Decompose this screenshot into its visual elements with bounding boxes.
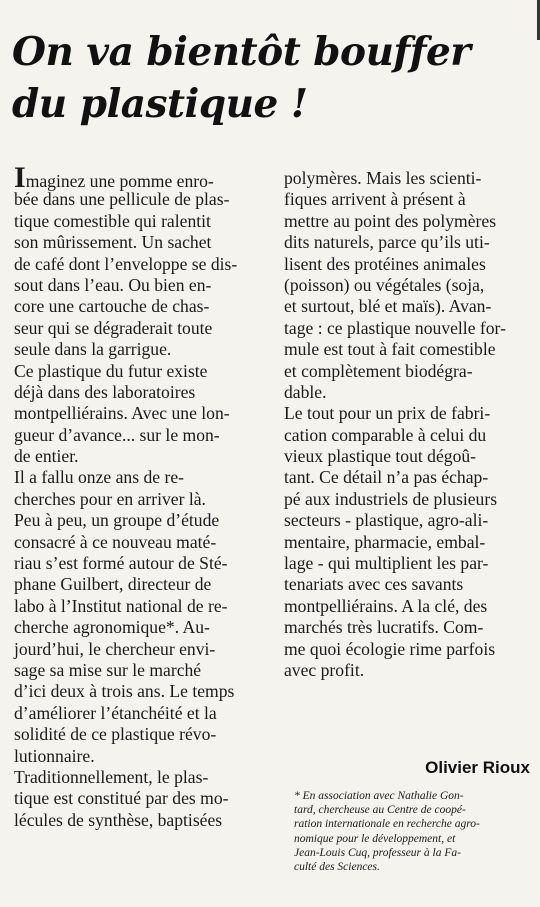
article-column-left (14, 161, 264, 831)
text-line: polymères. Mais les scienti- (284, 168, 482, 188)
text-line: d’ici deux à trois ans. Le temps (14, 681, 235, 702)
text-line: Le tout pour un prix de fabri- (284, 403, 491, 424)
text-line: culté des Sciences. (294, 860, 380, 873)
text-line: mentaire, pharmacie, embal- (284, 531, 486, 552)
text-line: mule est tout à fait comestible (284, 339, 496, 360)
text-line: jourd’hui, le chercheur envi- (14, 638, 216, 659)
text-line: vieux plastique tout dégoû- (284, 446, 477, 467)
text-line: ration internationale en recherche agro- (294, 818, 480, 831)
text-line: Traditionnellement, le plas- (14, 766, 209, 787)
text-line: bée dans une pellicule de plas- (14, 189, 230, 210)
article-footnote (294, 789, 534, 874)
text-line: d’améliorer l’étanchéité et la (14, 702, 217, 723)
text-line: Peu à peu, un groupe d’étude (14, 510, 220, 531)
text-line: Il a fallu onze ans de re- (14, 467, 184, 488)
text-line: sage sa mise sur le marché (14, 659, 202, 680)
text-line: Jean-Louis Cuq, professeur à la Fa- (294, 846, 461, 859)
text-line: secteurs - plastique, agro-ali- (284, 510, 489, 531)
text-line: tenariats avec ces savants (284, 574, 464, 595)
text-line: solidité de ce plastique révo- (14, 724, 217, 745)
text-line: et complètement biodégra- (284, 360, 473, 381)
text-line: lutionnaire. (14, 745, 95, 766)
headline-line-1: On va bientôt bouffer (12, 29, 471, 75)
text-line: montpelliérains. Avec une lon- (14, 403, 230, 424)
text-line: tique comestible qui ralentit (14, 210, 211, 231)
text-line: marchés très lucratifs. Com- (284, 617, 484, 638)
text-line: lage - qui multiplient les par- (284, 553, 489, 574)
article-headline (12, 26, 522, 130)
text-line (14, 161, 264, 194)
text-line: tage : ce plastique nouvelle for- (284, 317, 506, 338)
text-line: nomique pour le développement, et (294, 832, 456, 845)
text-line: riau s’est formé autour de Sté- (14, 553, 228, 574)
text-line: core une cartouche de chas- (14, 296, 210, 317)
text-line: gueur d’avance... sur le mon- (14, 424, 220, 445)
text-line: déjà dans des laboratoires (14, 381, 196, 402)
text-line: avec profit. (284, 659, 365, 680)
text-line: labo à l’Institut national de re- (14, 595, 228, 616)
text-line: fiques arrivent à présent à (284, 189, 466, 210)
drop-cap: I (14, 161, 26, 194)
article-author: Olivier Rioux (425, 758, 530, 777)
text-line: de entier. (14, 446, 79, 467)
text-line: tard, chercheuse au Centre de coopé- (294, 804, 466, 817)
text-line: me quoi écologie rime parfois (284, 638, 496, 659)
text-line-content: maginez une pomme enro- (25, 171, 214, 191)
text-line: * En association avec Nathalie Gon- (294, 790, 464, 802)
text-line: sout dans l’eau. Ou bien en- (14, 274, 212, 295)
text-line: seule dans la garrigue. (14, 339, 172, 360)
text-line: tique est constitué par des mo- (14, 788, 229, 809)
text-line: dits naturels, parce qu’ils uti- (284, 232, 490, 253)
text-line: lécules de synthèse, baptisées (14, 809, 223, 830)
text-line: tant. Ce détail n’a pas échap- (284, 467, 489, 488)
text-line: Ce plastique du futur existe (14, 360, 208, 381)
text-line: cation comparable à celui du (284, 424, 487, 445)
text-line: dable. (284, 381, 327, 402)
text-line: phane Guilbert, directeur de (14, 574, 212, 595)
text-line: (poisson) ou végétales (soja, (284, 274, 485, 295)
text-line: et surtout, blé et maïs). Avan- (284, 296, 492, 317)
text-line: pé aux industriels de plusieurs (284, 488, 498, 509)
text-line: de café dont l’enveloppe se dis- (14, 253, 238, 274)
text-line: son mûrissement. Un sachet (14, 232, 212, 253)
text-line: cherches pour en arriver là. (14, 488, 206, 509)
text-line: mettre au point des polymères (284, 210, 497, 231)
text-line: cherche agronomique*. Au- (14, 617, 210, 638)
headline-line-2: du plastique ! (12, 81, 308, 127)
text-line: lisent des protéines animales (284, 253, 486, 274)
text-line: consacré à ce nouveau maté- (14, 531, 217, 552)
text-line: seur qui se dégraderait toute (14, 317, 213, 338)
text-line: montpelliérains. A la clé, des (284, 595, 488, 616)
article-column-right (284, 168, 530, 681)
